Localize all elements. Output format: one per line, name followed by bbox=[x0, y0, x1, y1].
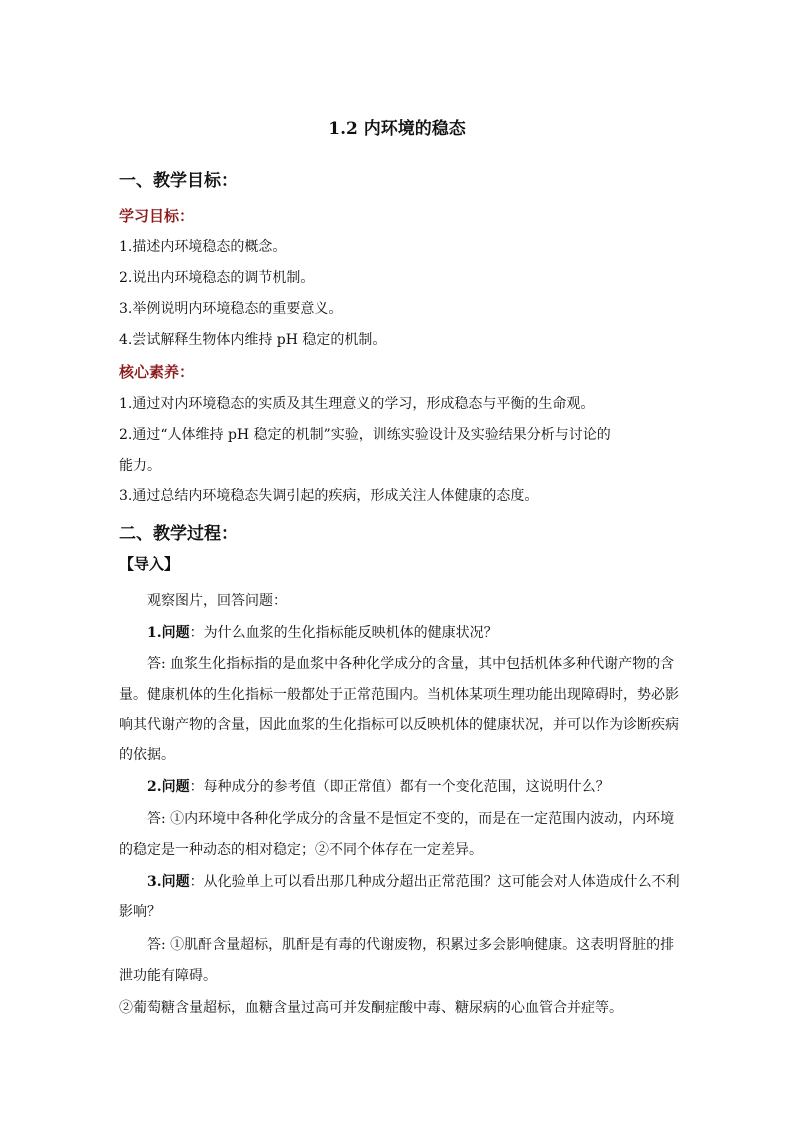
question-text: ：为什么血浆的生化指标能反映机体的健康状况？ bbox=[189, 625, 498, 641]
section-heading-objectives: 一、教学目标： bbox=[119, 171, 238, 191]
literacy-line: 能力。 bbox=[119, 458, 161, 474]
literacy-line: 3.通过总结内环境稳态失调引起的疾病，形成关注人体健康的态度。 bbox=[119, 488, 539, 504]
goal-item: 4.尝试解释生物体内维持 pH 稳定的机制。 bbox=[119, 332, 387, 348]
subheading-learning-goals: 学习目标： bbox=[119, 207, 195, 225]
literacy-line: 1.通过对内环境稳态的实质及其生理意义的学习，形成稳态与平衡的生命观。 bbox=[119, 396, 595, 412]
question-text: ：每种成分的参考值（即正常值）都有一个变化范围，这说明什么？ bbox=[189, 779, 610, 795]
answer-line: ②葡萄糖含量超标，血糖含量过高可并发酮症酸中毒、糖尿病的心血管合并症等。 bbox=[119, 1000, 623, 1016]
subheading-core-literacy: 核心素养： bbox=[119, 363, 195, 381]
answer-line: 的稳定是一种动态的相对稳定；②不同个体存在一定差异。 bbox=[119, 842, 483, 858]
question-3 bbox=[147, 873, 680, 891]
page-title: 1.2 内环境的稳态 bbox=[328, 119, 466, 139]
answer-line: 答: ①肌酐含量超标，肌酐是有毒的代谢废物，积累过多会影响健康。这表明肾脏的排 bbox=[147, 937, 675, 953]
section-heading-process: 二、教学过程： bbox=[119, 524, 238, 544]
instruction-text: 观察图片，回答问题： bbox=[147, 593, 287, 609]
question-label: 3.问题 bbox=[147, 874, 190, 890]
question-text: ：从化验单上可以看出那几种成分超出正常范围？这可能会对人体造成什么不利 bbox=[189, 874, 680, 890]
goal-item: 3.举例说明内环境稳态的重要意义。 bbox=[119, 301, 343, 317]
question-label: 2.问题 bbox=[147, 779, 190, 795]
question-1 bbox=[147, 624, 498, 642]
answer-line: 泄功能有障碍。 bbox=[119, 968, 217, 984]
intro-label: 【导入】 bbox=[119, 555, 180, 573]
goal-item: 1.描述内环境稳态的概念。 bbox=[119, 239, 287, 255]
answer-line: 量。健康机体的生化指标一般都处于正常范围内。当机体某项生理功能出现障碍时，势必影 bbox=[119, 687, 679, 703]
literacy-line: 2.通过“人体维持 pH 稳定的机制”实验，训练实验设计及实验结果分析与讨论的 bbox=[119, 427, 611, 443]
answer-line: 答: ①内环境中各种化学成分的含量不是恒定不变的，而是在一定范围内波动，内环境 bbox=[147, 811, 675, 827]
answer-line: 的依据。 bbox=[119, 747, 175, 763]
answer-line: 响其代谢产物的含量，因此血浆的生化指标可以反映机体的健康状况，并可以作为诊断疾病 bbox=[119, 717, 679, 733]
goal-item: 2.说出内环境稳态的调节机制。 bbox=[119, 270, 315, 286]
question-2 bbox=[147, 778, 610, 796]
question-text-cont: 影响？ bbox=[119, 904, 161, 920]
answer-line: 答: 血浆生化指标指的是血浆中各种化学成分的含量，其中包括机体多种代谢产物的含 bbox=[147, 656, 675, 672]
question-label: 1.问题 bbox=[147, 625, 190, 641]
